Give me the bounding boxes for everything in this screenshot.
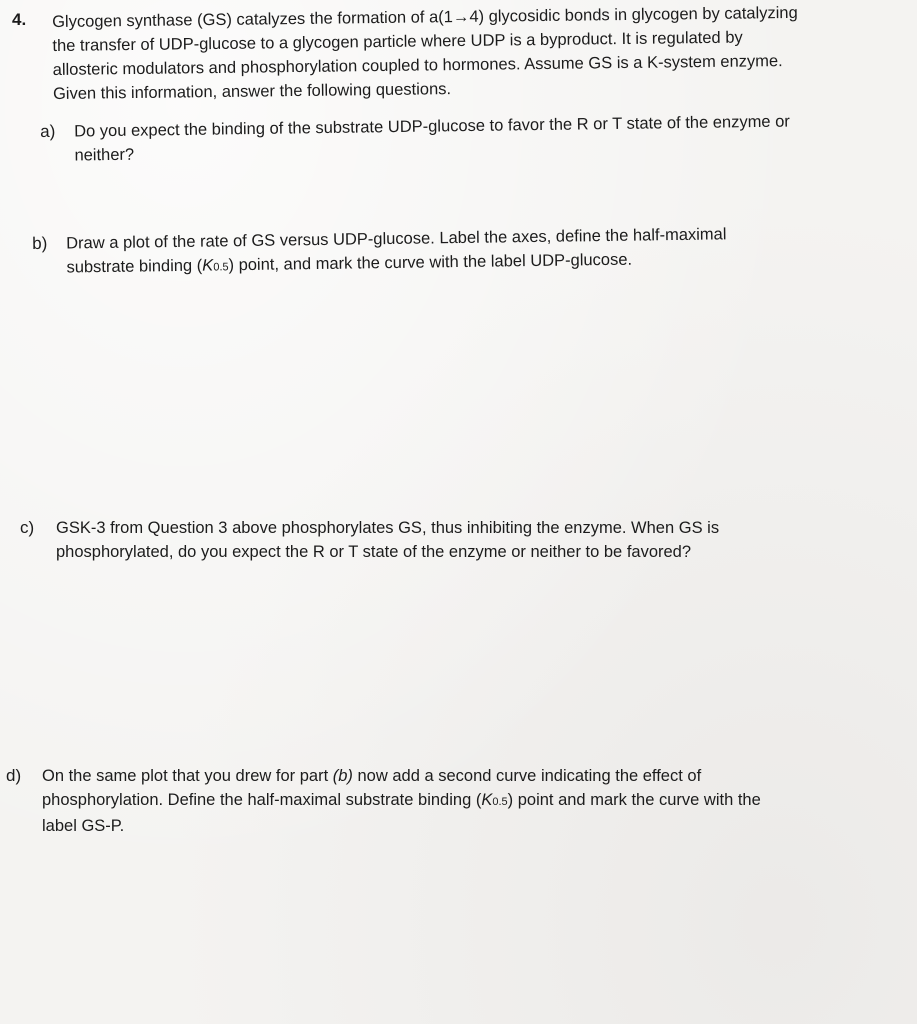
part-c-label: c) bbox=[20, 518, 35, 537]
part-d-text bbox=[42, 764, 876, 838]
part-c-line: phosphorylated, do you expect the R or T state of the enzyme or neither to be favored? bbox=[56, 543, 692, 561]
part-d-line1-post: now add a second curve indicating the effect of bbox=[352, 767, 702, 785]
part-b-line: Draw a plot of the rate of GS versus UDP-glucose. Label the axes, define the half-maximal bbox=[66, 225, 727, 253]
k-half-subscript: 0.5 bbox=[492, 796, 508, 808]
part-d-label: d) bbox=[6, 766, 22, 785]
part-a-line: neither? bbox=[74, 145, 135, 165]
part-b-label: b) bbox=[32, 233, 48, 253]
part-a-label: a) bbox=[40, 121, 56, 141]
part-d-line bbox=[42, 788, 876, 814]
part-a-line: Do you expect the binding of the substrate UDP-glucose to favor the R or T state of the enzyme or bbox=[74, 112, 790, 141]
k-half-subscript: 0.5 bbox=[213, 261, 229, 274]
part-d-line2-post: ) point and mark the curve with the bbox=[507, 791, 761, 809]
part-d bbox=[6, 764, 876, 838]
question-intro bbox=[52, 0, 853, 106]
part-b-text bbox=[66, 220, 863, 281]
part-b-line2-pre: substrate binding ( bbox=[66, 256, 203, 277]
part-a bbox=[40, 109, 861, 168]
intro-line: allosteric modulators and phosphorylation coupled to hormones. Assume GS is a K-system enzyme. bbox=[52, 52, 783, 79]
part-b-line2-post: ) point, and mark the curve with the label UDP-glucose. bbox=[228, 250, 633, 275]
part-c-line: GSK-3 from Question 3 above phosphorylates GS, thus inhibiting the enzyme. When GS is bbox=[56, 519, 720, 537]
part-b-reference: (b) bbox=[332, 767, 353, 785]
part-c-text bbox=[56, 516, 870, 564]
intro-line: Given this information, answer the following questions. bbox=[52, 80, 452, 103]
part-d-line2-pre: phosphorylation. Define the half-maximal substrate binding ( bbox=[42, 791, 482, 809]
k-half-symbol: K bbox=[202, 256, 214, 275]
part-a-text bbox=[74, 109, 861, 168]
intro-line: Glycogen synthase (GS) catalyzes the formation of a(1→4) glycosidic bonds in glycogen by catalyzing bbox=[52, 3, 798, 31]
k-half-symbol: K bbox=[481, 791, 493, 809]
intro-line: the transfer of UDP-glucose to a glycogen particle where UDP is a byproduct. It is regulated by bbox=[52, 28, 743, 55]
part-b bbox=[32, 220, 863, 282]
part-d-line1-pre: On the same plot that you drew for part bbox=[42, 767, 333, 785]
question-number: 4. bbox=[12, 10, 27, 29]
part-d-line bbox=[42, 764, 876, 788]
part-d-line: label GS-P. bbox=[42, 817, 125, 835]
part-c bbox=[20, 516, 870, 564]
